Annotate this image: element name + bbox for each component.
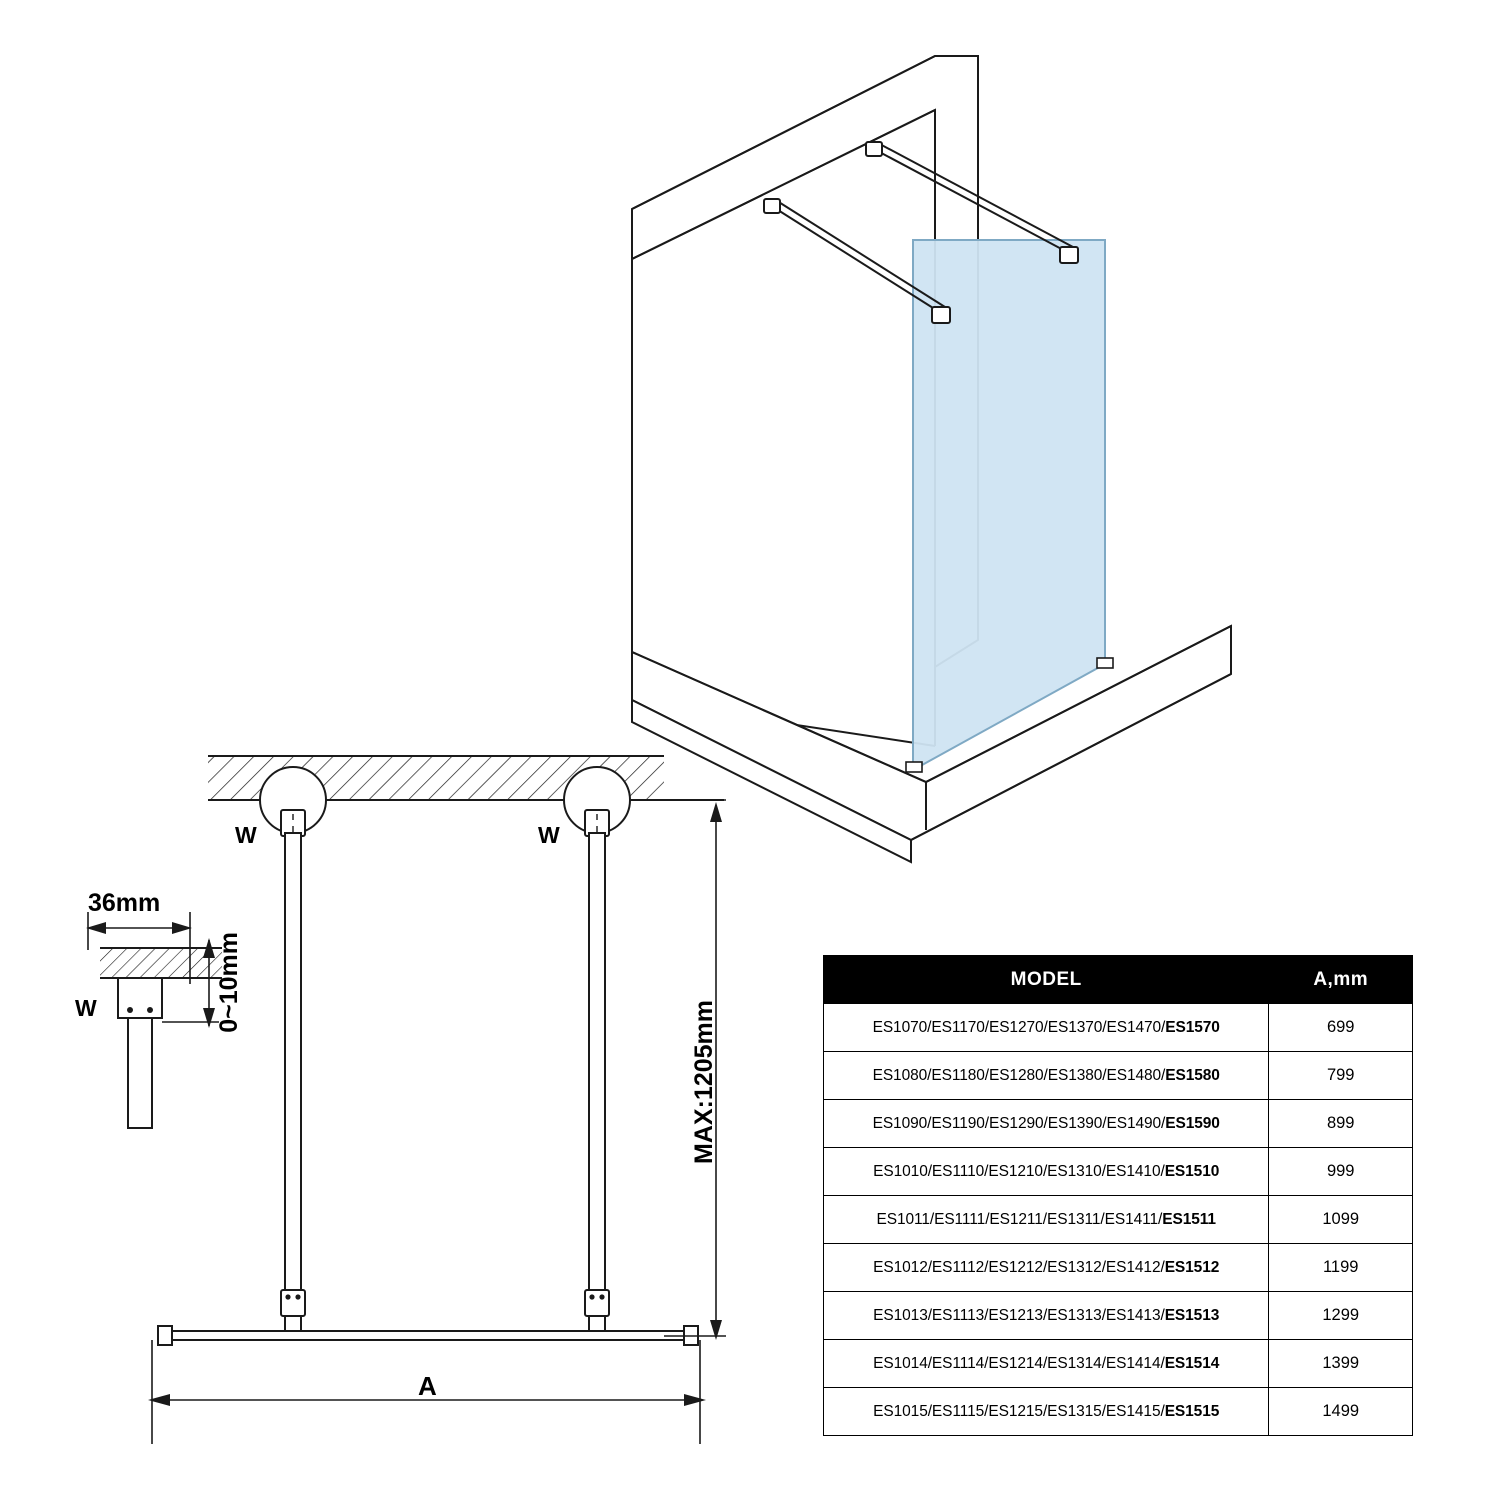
model-last: ES1580: [1165, 1066, 1220, 1084]
column-header-model: MODEL: [824, 956, 1269, 1004]
cell-model: [824, 1340, 1269, 1388]
model-list: ES1090/ES1190/ES1290/ES1390/ES1490/: [872, 1114, 1166, 1132]
model-list: ES1070/ES1170/ES1270/ES1370/ES1470/: [872, 1018, 1166, 1036]
table-row: [824, 1340, 1413, 1388]
label-w-detail: W: [75, 995, 97, 1021]
cell-a-value: 799: [1269, 1052, 1413, 1100]
table-row: [824, 1148, 1413, 1196]
model-list: ES1012/ES1112/ES1212/ES1312/ES1412/: [873, 1258, 1165, 1276]
label-0-10mm: 0~10mm: [215, 932, 243, 1033]
cell-a-value: 999: [1269, 1148, 1413, 1196]
model-last: ES1515: [1164, 1402, 1220, 1420]
cell-a-value: 1199: [1269, 1244, 1413, 1292]
model-last: ES1570: [1165, 1018, 1220, 1036]
cell-model: [824, 1196, 1269, 1244]
cell-a-value: 1299: [1269, 1292, 1413, 1340]
table-row: [824, 1244, 1413, 1292]
cell-a-value: 1499: [1269, 1388, 1413, 1436]
cell-model: [824, 1148, 1269, 1196]
table-row: [824, 1388, 1413, 1436]
table-row: [824, 1196, 1413, 1244]
table-row: [824, 1100, 1413, 1148]
label-a-width: A: [418, 1371, 437, 1401]
wall-bracket-2: [564, 767, 630, 836]
vertical-bar-2: [589, 833, 605, 1293]
model-list: ES1011/ES1111/ES1211/ES1311/ES1411/: [876, 1210, 1163, 1228]
model-list: ES1015/ES1115/ES1215/ES1315/ES1415/: [873, 1402, 1165, 1420]
model-last: ES1513: [1164, 1306, 1220, 1324]
cell-a-value: 699: [1269, 1004, 1413, 1052]
model-last: ES1514: [1164, 1354, 1220, 1372]
model-last: ES1511: [1162, 1210, 1216, 1228]
model-last: ES1590: [1165, 1114, 1220, 1132]
column-header-a: A,mm: [1269, 956, 1413, 1004]
detail-view-wall-fixing: [86, 912, 222, 1128]
isometric-view: [632, 56, 1231, 862]
cell-model: [824, 1244, 1269, 1292]
cell-model: [824, 1292, 1269, 1340]
cell-model: [824, 1100, 1269, 1148]
table-row: [824, 1052, 1413, 1100]
label-max-height: MAX:1205mm: [690, 1000, 718, 1164]
model-list: ES1080/ES1180/ES1280/ES1380/ES1480/: [872, 1066, 1166, 1084]
cell-model: [824, 1052, 1269, 1100]
cell-a-value: 899: [1269, 1100, 1413, 1148]
model-list: ES1010/ES1110/ES1210/ES1310/ES1410/: [873, 1162, 1165, 1180]
model-list: ES1014/ES1114/ES1214/ES1314/ES1414/: [873, 1354, 1165, 1372]
cell-a-value: 1399: [1269, 1340, 1413, 1388]
vertical-bar-1: [285, 833, 301, 1293]
label-w-bracket-1: W: [235, 822, 257, 848]
table-row: [824, 1292, 1413, 1340]
label-w-bracket-2: W: [538, 822, 560, 848]
cell-model: [824, 1388, 1269, 1436]
model-last: ES1512: [1164, 1258, 1220, 1276]
table-row: [824, 1004, 1413, 1052]
cell-a-value: 1099: [1269, 1196, 1413, 1244]
cell-model: [824, 1004, 1269, 1052]
model-size-table: [823, 955, 1413, 1436]
table-header-row: [824, 956, 1413, 1004]
label-36mm: 36mm: [88, 889, 161, 917]
model-list: ES1013/ES1113/ES1213/ES1313/ES1413/: [873, 1306, 1165, 1324]
glass-edge-plan: [158, 1326, 698, 1345]
plan-view: [148, 756, 726, 1444]
wall-bracket-1: [260, 767, 326, 836]
model-last: ES1510: [1164, 1162, 1220, 1180]
